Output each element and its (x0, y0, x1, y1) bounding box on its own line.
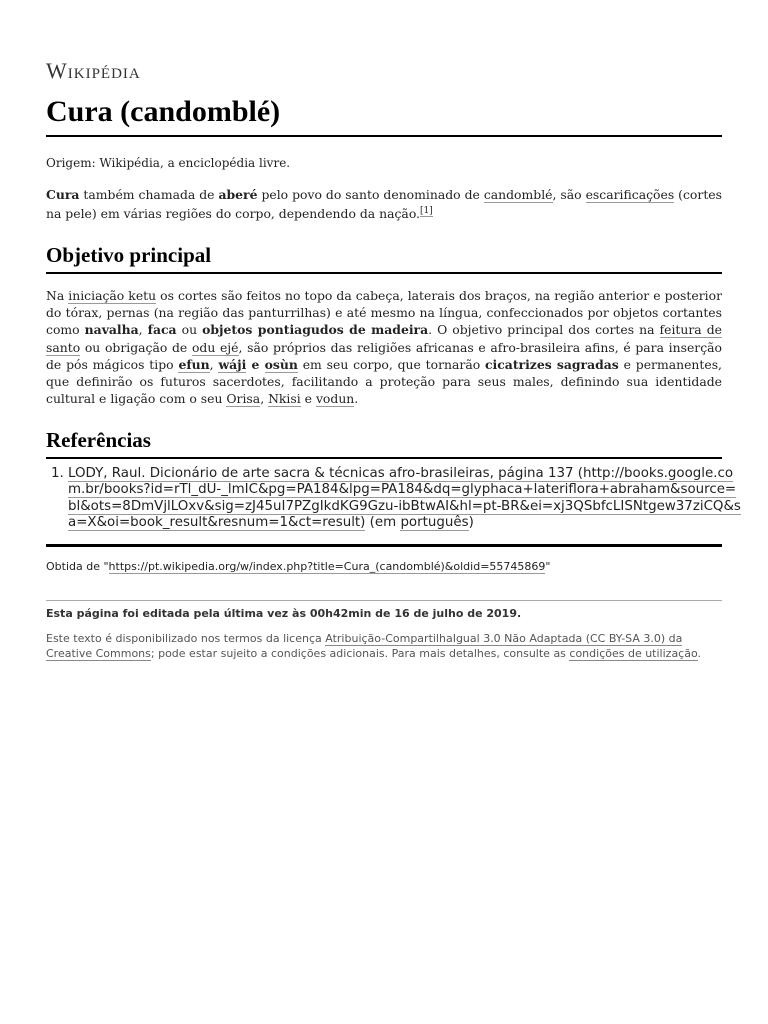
bold-abere: aberé (218, 187, 258, 202)
reference-1-link[interactable]: LODY, Raul. Dicionário de arte sacra & técnicas afro-brasileiras, página 137 (http://books.google.com.br/books?id=rTl_dU-_lmIC&pg=PA184&lpg=PA184&dq=glyphaca+lateriflora+abraham&source=bl&ots=8DmVjlLOxv&sig=zJ45uI7PZgIkdKG9Gzu-ibBtwAI&hl=pt-BR&ei=xj3QSbfcLISNtgew37ziCQ&sa=X&oi=book_result&resnum=1&ct=result) (68, 466, 741, 530)
link-osun[interactable]: osùn (264, 356, 298, 372)
obj-text-2: os cortes são feitos no topo da cabeça, laterais dos braços, na região anterior e posterior do tórax, pernas (na região das panturrilhas) e até mesmo na língua, confeccionados por objetos cortantes como (46, 288, 722, 338)
license-text-2: ; pode estar sujeito a condições adicionais. Para mais detalhes, consulte as (150, 646, 570, 660)
heading-referencias: Referências (46, 428, 722, 459)
license-text-3: . (697, 646, 702, 660)
reference-item (68, 466, 744, 531)
objetivo-paragraph (46, 287, 722, 407)
bold-cicatrizes: cicatrizes sagradas (485, 356, 619, 372)
retrieved-prefix: Obtida de " (46, 560, 109, 573)
obj-text-13: e (300, 391, 316, 407)
intro-text-2: pelo povo do santo denominado de (257, 187, 484, 202)
intro-paragraph (46, 186, 722, 223)
link-odu-eje[interactable]: odu ejé (191, 339, 239, 355)
link-waji[interactable]: wáji (218, 356, 247, 372)
obj-text-12: , (260, 391, 269, 407)
obj-text-1: Na (46, 288, 69, 303)
page-title: Cura (candomblé) (46, 95, 722, 137)
retrieved-from (46, 560, 722, 573)
last-edited: Esta página foi editada pela última vez às 00h42min de 16 de julho de 2019. (46, 607, 522, 620)
bold-objetos: objetos pontiagudos de madeira (202, 322, 429, 338)
intro-text-4: (cortes na pele) em várias regiões do corpo, dependendo da nação. (46, 187, 722, 222)
link-nkisi[interactable]: Nkisi (268, 391, 301, 407)
obj-text-6: ou obrigação de (80, 339, 192, 355)
link-iniciacao-ketu[interactable]: iniciação ketu (68, 288, 157, 303)
reference-1-text-b: ) (468, 514, 474, 530)
link-portugues[interactable]: português (400, 514, 469, 530)
footer-divider (46, 600, 722, 601)
ref-1-link[interactable]: [1] (420, 206, 433, 217)
intro-text-3: , são (552, 187, 586, 202)
retrieved-suffix: " (545, 560, 551, 573)
link-feitura-de-santo[interactable]: feitura de santo (46, 322, 722, 355)
license-notice (46, 632, 722, 661)
retrieved-url-link[interactable]: https://pt.wikipedia.org/w/index.php?title=Cura_(candomblé)&oldid=55745869 (108, 560, 546, 573)
link-candomble[interactable]: candomblé (483, 187, 553, 202)
obj-text-3: , (138, 322, 148, 338)
license-link[interactable]: Atribuição-CompartilhaIgual 3.0 Não Adaptada (CC BY-SA 3.0) da Creative Commons (46, 632, 683, 660)
obj-text-11: e permanentes, que definirão os futuros sacerdotes, facilitando a proteção para seus males, definindo sua identidade cultural e ligação com o seu (46, 356, 722, 407)
obj-text-7: , são próprios das religiões africanas e afro-brasileira afins, é para inserção de pós mágicos tipo (46, 339, 723, 372)
heading-objetivo: Objetivo principal (46, 243, 722, 274)
reference-1-text-a: (em (365, 514, 401, 530)
intro-text-1: também chamada de (79, 187, 219, 202)
bold-navalha: navalha (84, 322, 139, 338)
license-text-1: Este texto é disponibilizado nos termos da licença (46, 632, 326, 645)
bold-cura: Cura (46, 187, 80, 202)
obj-text-4: ou (176, 322, 203, 338)
link-escarificacoes[interactable]: escarificações (585, 187, 675, 202)
origin-line: Origem: Wikipédia, a enciclopédia livre. (46, 156, 291, 170)
obj-text-9: e (246, 356, 265, 372)
obj-text-14: . (354, 391, 359, 407)
link-efun[interactable]: efun (178, 356, 210, 372)
link-orisa[interactable]: Orisa (226, 391, 261, 407)
bold-faca: faca (147, 322, 177, 338)
obj-text-5: . O objetivo principal dos cortes na (428, 322, 660, 338)
terms-of-use-link[interactable]: condições de utilização (569, 646, 698, 660)
wikipedia-logo[interactable]: Wikipédia (46, 58, 141, 83)
references-list (46, 466, 744, 531)
obj-text-8: , (209, 356, 219, 372)
obj-text-10: em seu corpo, que tornarão (297, 356, 485, 372)
link-vodun[interactable]: vodun (315, 391, 355, 407)
footer-separator (46, 544, 722, 547)
